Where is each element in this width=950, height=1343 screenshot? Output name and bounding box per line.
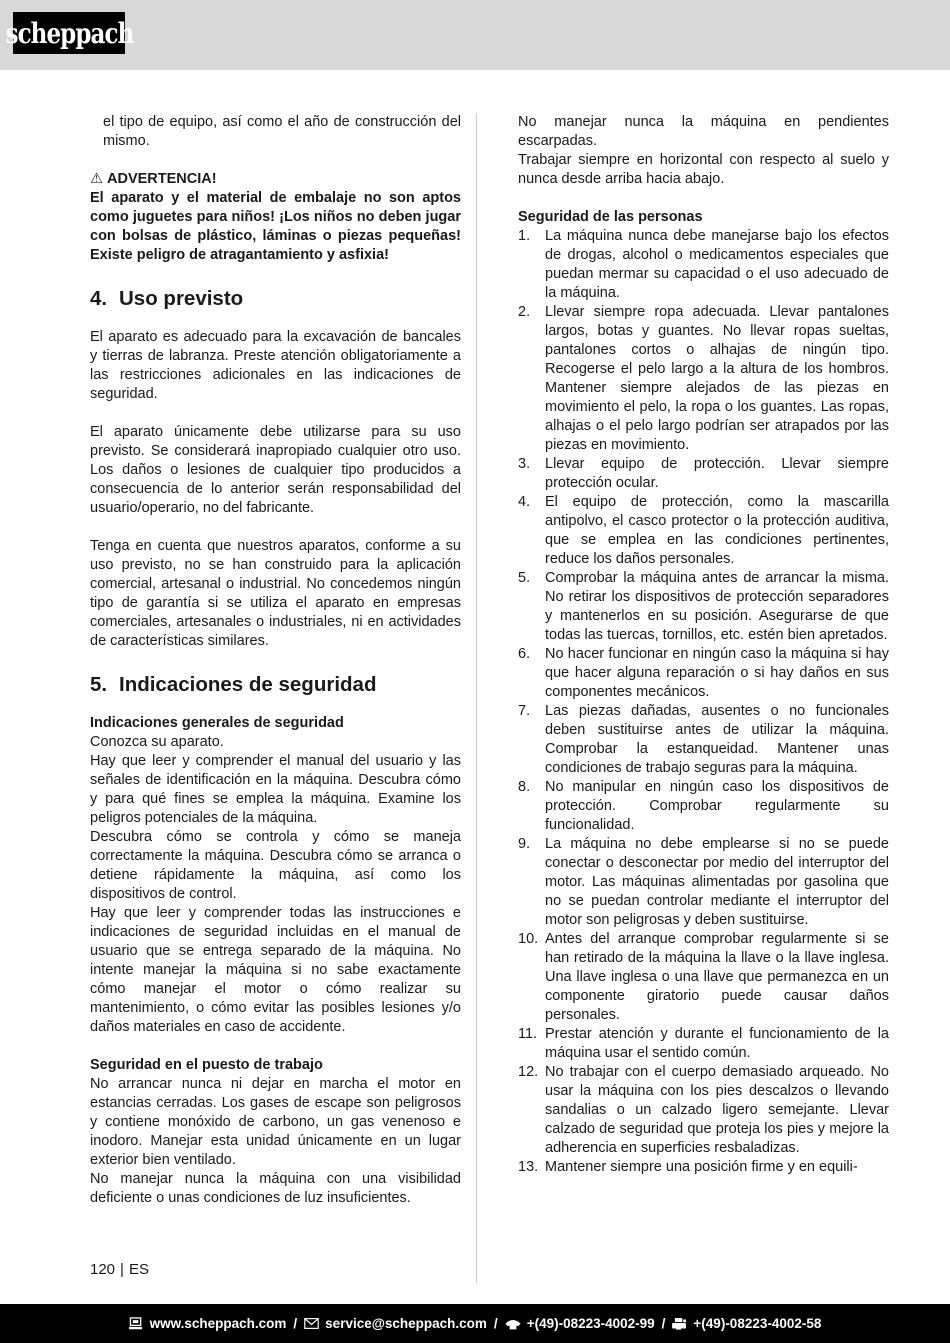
list-item (518, 455, 889, 493)
list-item-number: 4. (518, 494, 531, 510)
page-number (90, 1261, 149, 1278)
list-item (518, 1025, 889, 1063)
body-paragraph: Tenga en cuenta que nuestros aparatos, conforme a su uso previsto, no se han construido para la aplicación comercial, artesanal o industrial. No concedemos ningún tipo de garantía si se utiliza el aparato en empresas comerciales, artesanales o industriales, ni en actividades de características similares. (90, 538, 461, 649)
computer-icon (129, 1317, 144, 1330)
list-item-text: La máquina nunca debe manejarse bajo los efectos de drogas, alcohol o medicamentos especiales que puedan mermar su capacidad o el uso adecuado de la máquina. (545, 228, 889, 301)
list-item-number: 5. (518, 570, 531, 586)
list-item-text: Mantener siempre una posición firme y en equili- (545, 1159, 858, 1175)
list-item-text: La máquina no debe emplearse si no se puede conectar o desconectar por medio del interruptor del motor. Las máquinas alimentadas por gasolina que no se puedan controlar mediante el interruptor del motor son peligrosas y deben sustituirse. (545, 836, 889, 928)
paragraph-spacer (518, 189, 889, 208)
contact-item (304, 1316, 487, 1331)
warning-paragraph: El aparato y el material de embalaje no son aptos como juguetes para niños! ¡Los niños no deben jugar con bolsas de plástico, láminas o piezas pequeñas! Existe peligro de atragantamiento y asfixia! (90, 190, 461, 263)
list-item (518, 1063, 889, 1158)
list-item-text: Llevar siempre ropa adecuada. Llevar pantalones largos, botas y guantes. No llevar ropas sueltas, pantalones cortos o alhajas de ningún tipo. Recogerse el pelo largo a la altura de los hombros. Mantener siempre alejados de las piezas en movimiento el pelo, la ropa o los guantes. Las ropas, alhajas o el pelo largo podrían ser atrapados por las piezas en movimiento. (545, 304, 889, 453)
warning-title-text: ADVERTENCIA! (107, 171, 217, 187)
list-item-text: Antes del arranque comprobar regularmente si se han retirado de la máquina la llave o la llave inglesa. Una llave inglesa o una llave que permanezca en un componente giratorio puede causar daños personales. (545, 931, 889, 1023)
warning-triangle-icon: ⚠ (90, 171, 103, 187)
body-paragraph: Hay que leer y comprender el manual del usuario y las señales de identificación en la máquina. Descubra cómo y para qué fines se emplea la máquina. Examine los peligros potenciales de la máquina. (90, 753, 461, 826)
section-number: 5. (90, 673, 108, 696)
column-divider (476, 113, 477, 1283)
list-item (518, 303, 889, 455)
subsection-heading: Seguridad de las personas (518, 209, 703, 225)
list-item-number: 2. (518, 304, 531, 320)
paragraph-spacer (90, 518, 461, 537)
list-item-text: No hacer funcionar en ningún caso la máquina si hay que hacer alguna reparación o si hay daños en sus componentes mecánicos. (545, 646, 889, 700)
list-item (518, 1158, 889, 1177)
body-paragraph: No manejar nunca la máquina con una visibilidad deficiente o unas condiciones de luz insuficientes. (90, 1171, 461, 1206)
subsection-heading: Indicaciones generales de seguridad (90, 715, 344, 731)
list-item-number: 11. (518, 1026, 538, 1042)
section-heading (90, 286, 461, 311)
contact-separator: / (293, 1316, 298, 1331)
list-item-text: Prestar atención y durante el funcionamiento de la máquina usar el sentido común. (545, 1026, 889, 1061)
list-item-number: 8. (518, 779, 531, 795)
language-code: ES (128, 1261, 149, 1278)
list-item (518, 569, 889, 645)
list-item-text: Las piezas dañadas, ausentes o no funcionales deben sustituirse antes de utilizar la máquina. Comprobar la estanqueidad. Mantener unas condiciones de trabajo seguras para la máquina. (545, 703, 889, 776)
list-item (518, 778, 889, 835)
contact-item (672, 1316, 821, 1331)
list-item-text: No manipular en ningún caso los dispositivos de protección. Comprobar regularmente su funcionalidad. (545, 779, 889, 833)
paragraph-spacer (90, 404, 461, 423)
numbered-list (518, 227, 889, 1177)
contact-separator: / (493, 1316, 498, 1331)
contact-text: www.scheppach.com (149, 1316, 287, 1331)
warning-title (90, 170, 461, 189)
body-paragraph: Hay que leer y comprender todas las instrucciones e indicaciones de seguridad incluidas en el manual de usuario que se entrega separado de la máquina. No intente manejar la máquina si no sabe exactamente cómo manejar el motor o cómo realizar su mantenimiento, o cómo evitar las posibles lesiones y/o daños materiales en caso de accidente. (90, 905, 461, 1035)
body-paragraph: El aparato únicamente debe utilizarse para su uso previsto. Se considerará inapropiado cualquier otro uso. Los daños o lesiones de cualquier tipo producidos a consecuencia de lo anterior serán responsabilidad del usuario/operario, no del fabricante. (90, 424, 461, 516)
list-item-number: 9. (518, 836, 531, 852)
right-column (518, 113, 889, 1177)
body-paragraph: Descubra cómo se controla y cómo se maneja correctamente la máquina. Descubra cómo se arranca o detiene rápidamente la máquina, así como los dispositivos de control. (90, 829, 461, 902)
list-item-number: 12. (518, 1064, 539, 1080)
contact-separator: / (661, 1316, 666, 1331)
list-item (518, 493, 889, 569)
section-title: Indicaciones de seguridad (119, 673, 377, 696)
body-paragraph: No arrancar nunca ni dejar en marcha el motor en estancias cerradas. Los gases de escape son peligrosos y contiene monóxido de carbono, un gas venenoso e inodoro. Manejar esta unidad únicamente en un lugar exterior bien ventilado. (90, 1076, 461, 1168)
email-icon (304, 1318, 319, 1329)
contact-item (505, 1316, 655, 1331)
header-bar (0, 0, 950, 70)
scheppach-logo (5, 12, 133, 54)
fax-icon (672, 1318, 687, 1330)
body-paragraph: Trabajar siempre en horizontal con respecto al suelo y nunca desde arriba hacia abajo. (518, 152, 889, 187)
section-heading (90, 672, 461, 697)
contact-text: +(49)-08223-4002-58 (693, 1316, 822, 1331)
list-item-number: 3. (518, 456, 531, 472)
list-item (518, 835, 889, 930)
list-item-text: Comprobar la máquina antes de arrancar la misma. No retirar los dispositivos de protección separadores y mantenerlos en su posición. Asegurarse de que todas las tuercas, tornillos, etc. estén bien apretados. (545, 570, 889, 643)
list-item-number: 7. (518, 703, 531, 719)
scheppach-logo-text: scheppach (5, 16, 133, 50)
paragraph-spacer (90, 1037, 461, 1056)
list-item-number: 1. (518, 228, 531, 244)
list-item-number: 13. (518, 1159, 539, 1175)
section-number: 4. (90, 287, 108, 310)
body-paragraph: Conozca su aparato. (90, 734, 224, 750)
list-item (518, 227, 889, 303)
list-item-number: 6. (518, 646, 531, 662)
subsection-heading: Seguridad en el puesto de trabajo (90, 1057, 323, 1073)
body-paragraph: No manejar nunca la máquina en pendientes escarpadas. (518, 114, 889, 149)
list-item (518, 930, 889, 1025)
section-title: Uso previsto (119, 287, 244, 310)
list-item (518, 702, 889, 778)
list-item-number: 10. (518, 931, 539, 947)
page-number-separator: | (120, 1261, 124, 1278)
body-paragraph: el tipo de equipo, así como el año de construcción del mismo. (103, 114, 461, 149)
phone-icon (505, 1318, 521, 1330)
page-number-value: 120 (90, 1261, 116, 1278)
list-item (518, 645, 889, 702)
list-item-text: No trabajar con el cuerpo demasiado arqueado. No usar la máquina con los pies descalzos o llevando sandalias o un calzado ligero semejante. Llevar calzado de seguridad que proteja los pies y mejore la adherencia en superficies resbaladizas. (545, 1064, 889, 1156)
paragraph-spacer (90, 151, 461, 170)
contact-text: service@scheppach.com (325, 1316, 487, 1331)
left-column (90, 113, 461, 1208)
list-item-text: El equipo de protección, como la mascarilla antipolvo, el casco protector o la protección auditiva, que se emplea en las condiciones pertinentes, reduce los daños personales. (545, 494, 889, 567)
contact-item (129, 1316, 287, 1331)
contact-footer-bar (0, 1304, 950, 1343)
list-item-text: Llevar equipo de protección. Llevar siempre protección ocular. (545, 456, 889, 491)
body-paragraph: El aparato es adecuado para la excavación de bancales y tierras de labranza. Preste atención obligatoriamente a las restricciones adicionales en las indicaciones de seguridad. (90, 329, 461, 402)
contact-text: +(49)-08223-4002-99 (526, 1316, 655, 1331)
